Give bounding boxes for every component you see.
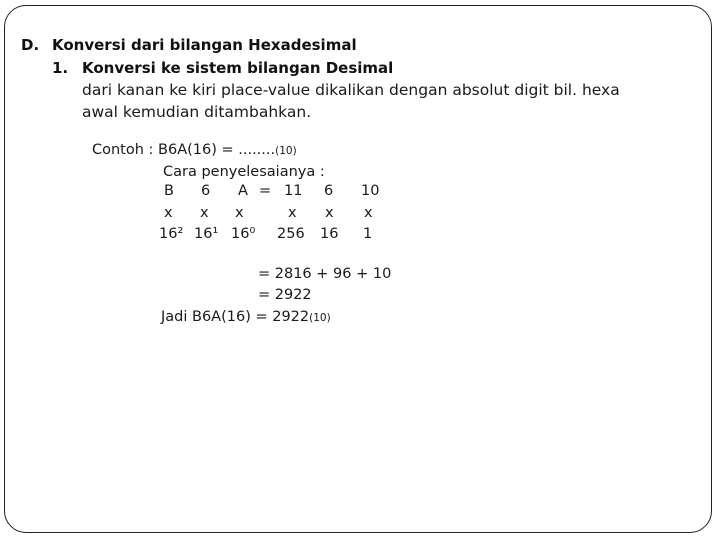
value-256: 256 bbox=[277, 226, 305, 242]
final-answer-subscript: (10) bbox=[309, 312, 331, 324]
times-5: x bbox=[325, 205, 334, 221]
value-10: 10 bbox=[361, 183, 380, 199]
value-16: 16 bbox=[320, 226, 339, 242]
description-line-1: dari kanan ke kiri place-value dikalikan dengan absolut digit bil. hexa bbox=[82, 81, 620, 99]
final-answer: Jadi B6A(16) = 2922 bbox=[161, 309, 310, 325]
digit-b: B bbox=[164, 183, 174, 199]
digit-6: 6 bbox=[201, 183, 211, 199]
value-6: 6 bbox=[324, 183, 334, 199]
equals-sign: = bbox=[259, 183, 272, 199]
subsection-number: 1. bbox=[52, 59, 69, 77]
digit-a: A bbox=[238, 183, 248, 199]
example-prefix-line bbox=[92, 142, 297, 158]
value-1: 1 bbox=[363, 226, 373, 242]
times-2: x bbox=[200, 205, 209, 221]
description-line-2: awal kemudian ditambahkan. bbox=[82, 103, 312, 121]
value-11: 11 bbox=[284, 183, 303, 199]
sum-line: = 2816 + 96 + 10 bbox=[258, 266, 392, 282]
example-prefix: Contoh : B6A(16) = ........ bbox=[92, 142, 276, 158]
section-letter: D. bbox=[21, 36, 40, 54]
times-3: x bbox=[235, 205, 244, 221]
times-6: x bbox=[364, 205, 373, 221]
example-prefix-subscript: (10) bbox=[275, 145, 297, 157]
final-answer-line bbox=[161, 309, 331, 325]
power-16-1: 16¹ bbox=[194, 226, 219, 242]
power-16-0: 16⁰ bbox=[231, 226, 256, 242]
section-title: Konversi dari bilangan Hexadesimal bbox=[52, 36, 357, 54]
power-16-2: 16² bbox=[159, 226, 184, 242]
method-label: Cara penyelesaianya : bbox=[163, 164, 325, 180]
result-line: = 2922 bbox=[258, 287, 312, 303]
subsection-title: Konversi ke sistem bilangan Desimal bbox=[82, 59, 394, 77]
times-4: x bbox=[288, 205, 297, 221]
times-1: x bbox=[164, 205, 173, 221]
